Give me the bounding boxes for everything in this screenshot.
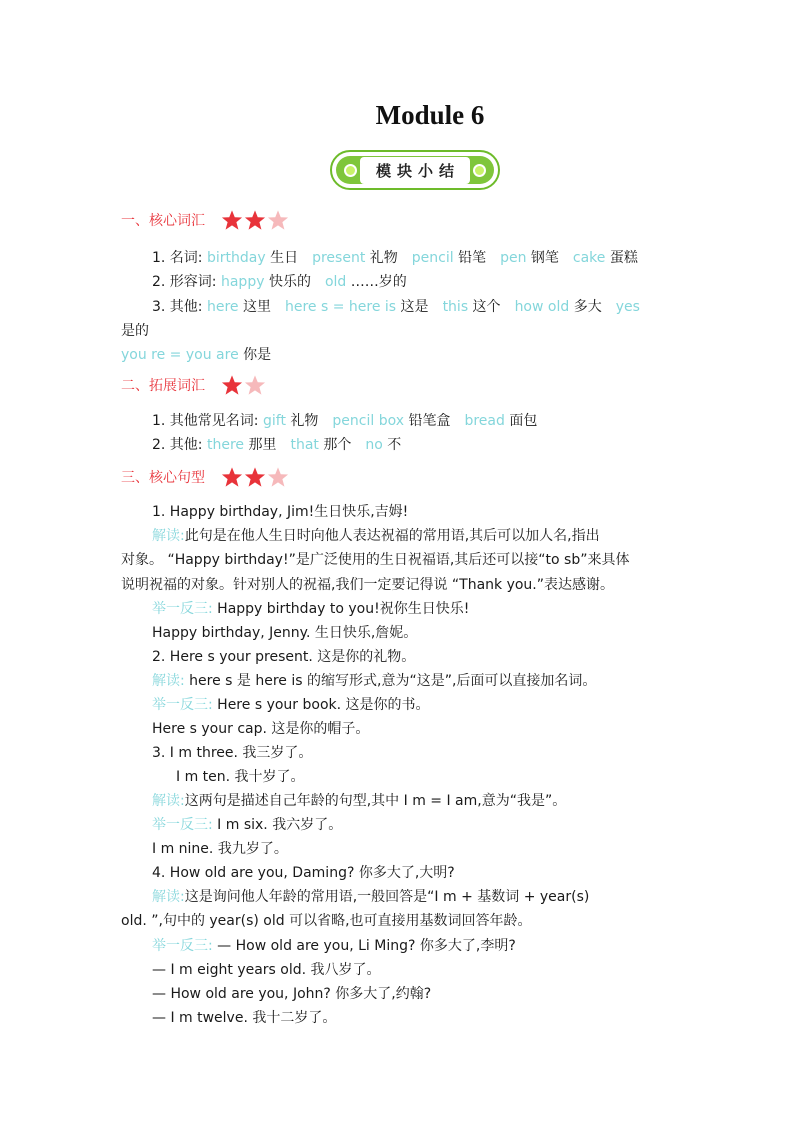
explanation-1-line-3: 说明祝福的对象。针对别人的祝福,我们一定要记得说 “Thank you.”表达感谢。 bbox=[121, 577, 615, 593]
section-heading-core-vocab bbox=[121, 209, 290, 231]
sentence-4: 4. How old are you, Daming? 你多大了,大明? bbox=[152, 865, 455, 881]
example-1-line-2: Happy birthday, Jenny. 生日快乐,詹妮。 bbox=[152, 625, 418, 641]
example-label: 举一反三: bbox=[152, 817, 213, 833]
example-4-line-2: — I m eight years old. 我八岁了。 bbox=[152, 962, 381, 978]
example-text: I m six. 我六岁了。 bbox=[212, 817, 343, 833]
keyword: bread bbox=[464, 413, 505, 429]
explanation-4-line-1 bbox=[152, 887, 589, 907]
meaning: 这里 bbox=[238, 299, 271, 315]
explanation-text: 这是询问他人年龄的常用语,一般回答是“I m + 基数词 + year(s) bbox=[184, 889, 590, 905]
example-4-line-4: — I m twelve. 我十二岁了。 bbox=[152, 1010, 337, 1026]
sentence-3-line-1: 3. I m three. 我三岁了。 bbox=[152, 745, 313, 761]
vocab-label: 2. 形容词: bbox=[152, 274, 221, 290]
star-filled-icon bbox=[221, 209, 243, 231]
keyword: there bbox=[206, 437, 245, 453]
vocab-line-nouns bbox=[152, 248, 638, 268]
meaning: 你是 bbox=[238, 347, 272, 363]
ext-vocab-line-nouns bbox=[152, 411, 537, 431]
vocab-line-you-are bbox=[121, 345, 271, 365]
meaning: 不 bbox=[382, 437, 402, 453]
section-heading-core-sentences bbox=[121, 466, 290, 488]
star-filled-icon bbox=[221, 466, 243, 488]
badge-dot-left-icon bbox=[344, 164, 357, 177]
explanation-1-line-2: 对象。 “Happy birthday!”是广泛使用的生日祝福语,其后还可以接“to sb”来具体 bbox=[121, 552, 630, 568]
explanation-label: 解读: bbox=[152, 793, 185, 809]
keyword: that bbox=[290, 437, 319, 453]
explanation-label: 解读: bbox=[152, 528, 185, 544]
explanation-text: 此句是在他人生日时向他人表达祝福的常用语,其后可以加人名,指出 bbox=[184, 528, 600, 544]
section-heading-text: 二、拓展词汇 bbox=[121, 378, 205, 394]
example-text: — How old are you, Li Ming? 你多大了,李明? bbox=[212, 938, 516, 954]
section-heading-extended-vocab bbox=[121, 374, 267, 396]
explanation-2 bbox=[152, 671, 596, 691]
keyword: cake bbox=[572, 250, 606, 266]
star-filled-icon bbox=[244, 466, 266, 488]
explanation-3 bbox=[152, 791, 566, 811]
sentence-1: 1. Happy birthday, Jim!生日快乐,吉姆! bbox=[152, 504, 409, 520]
keyword: here bbox=[206, 299, 239, 315]
badge-dot-right-icon bbox=[473, 164, 486, 177]
example-4-line-1 bbox=[152, 936, 516, 956]
vocab-line-others-cont: 是的 bbox=[121, 323, 149, 339]
meaning: 那里 bbox=[244, 437, 277, 453]
example-text: Happy birthday to you!祝你生日快乐! bbox=[212, 601, 470, 617]
meaning: 蛋糕 bbox=[605, 250, 638, 266]
vocab-line-others bbox=[152, 297, 640, 317]
difficulty-stars bbox=[221, 466, 290, 488]
meaning: 那个 bbox=[318, 437, 352, 453]
keyword: birthday bbox=[206, 250, 266, 266]
meaning: 铅笔盒 bbox=[404, 413, 451, 429]
explanation-label: 解读: bbox=[152, 889, 185, 905]
vocab-label: 2. 其他: bbox=[152, 437, 207, 453]
example-label: 举一反三: bbox=[152, 601, 213, 617]
keyword: pencil bbox=[411, 250, 454, 266]
example-2-line-2: Here s your cap. 这是你的帽子。 bbox=[152, 721, 370, 737]
vocab-line-adjectives bbox=[152, 272, 407, 292]
meaning: 铅笔 bbox=[453, 250, 487, 266]
keyword: this bbox=[442, 299, 469, 315]
example-3-line-1 bbox=[152, 815, 342, 835]
page-title: Module 6 bbox=[375, 100, 485, 130]
example-label: 举一反三: bbox=[152, 697, 213, 713]
sentence-2: 2. Here s your present. 这是你的礼物。 bbox=[152, 649, 416, 665]
meaning: 面包 bbox=[504, 413, 538, 429]
keyword: pencil box bbox=[332, 413, 404, 429]
difficulty-stars bbox=[221, 374, 267, 396]
keyword: no bbox=[365, 437, 383, 453]
meaning: 礼物 bbox=[285, 413, 319, 429]
section-heading-text: 一、核心词汇 bbox=[121, 213, 205, 229]
module-summary-badge bbox=[330, 150, 500, 190]
meaning: 多大 bbox=[569, 299, 602, 315]
example-4-line-3: — How old are you, John? 你多大了,约翰? bbox=[152, 986, 432, 1002]
meaning: 生日 bbox=[265, 250, 299, 266]
example-3-line-2: I m nine. 我九岁了。 bbox=[152, 841, 288, 857]
keyword: how old bbox=[514, 299, 570, 315]
meaning: 这个 bbox=[468, 299, 501, 315]
keyword: here s = here is bbox=[285, 299, 397, 315]
meaning: 快乐的 bbox=[264, 274, 311, 290]
keyword: present bbox=[312, 250, 366, 266]
vocab-label: 3. 其他: bbox=[152, 299, 207, 315]
vocab-label: 1. 其他常见名词: bbox=[152, 413, 263, 429]
example-1-line-1 bbox=[152, 599, 469, 619]
star-filled-icon bbox=[221, 374, 243, 396]
star-half-icon bbox=[267, 466, 289, 488]
meaning: ……岁的 bbox=[346, 274, 407, 290]
ext-vocab-line-others bbox=[152, 435, 401, 455]
meaning: 这是 bbox=[396, 299, 429, 315]
vocab-label: 1. 名词: bbox=[152, 250, 207, 266]
star-half-icon bbox=[244, 374, 266, 396]
star-filled-icon bbox=[244, 209, 266, 231]
keyword: happy bbox=[220, 274, 265, 290]
explanation-text: 这两句是描述自己年龄的句型,其中 I m = I am,意为“我是”。 bbox=[184, 793, 567, 809]
example-2-line-1 bbox=[152, 695, 430, 715]
example-text: Here s your book. 这是你的书。 bbox=[212, 697, 430, 713]
difficulty-stars bbox=[221, 209, 290, 231]
keyword: yes bbox=[615, 299, 640, 315]
sentence-3-line-2: I m ten. 我十岁了。 bbox=[176, 769, 305, 785]
badge-label: 模块小结 bbox=[360, 157, 470, 184]
explanation-text: here s 是 here is 的缩写形式,意为“这是”,后面可以直接加名词。 bbox=[184, 673, 597, 689]
meaning: 礼物 bbox=[365, 250, 398, 266]
keyword: old bbox=[324, 274, 347, 290]
keyword: pen bbox=[500, 250, 527, 266]
meaning: 钢笔 bbox=[526, 250, 559, 266]
explanation-1-line-1 bbox=[152, 526, 600, 546]
keyword: gift bbox=[262, 413, 286, 429]
section-heading-text: 三、核心句型 bbox=[121, 470, 205, 486]
keyword: you re = you are bbox=[121, 347, 239, 363]
explanation-label: 解读: bbox=[152, 673, 185, 689]
star-half-icon bbox=[267, 209, 289, 231]
explanation-4-line-2: old. ”,句中的 year(s) old 可以省略,也可直接用基数词回答年龄。 bbox=[121, 913, 532, 929]
example-label: 举一反三: bbox=[152, 938, 213, 954]
